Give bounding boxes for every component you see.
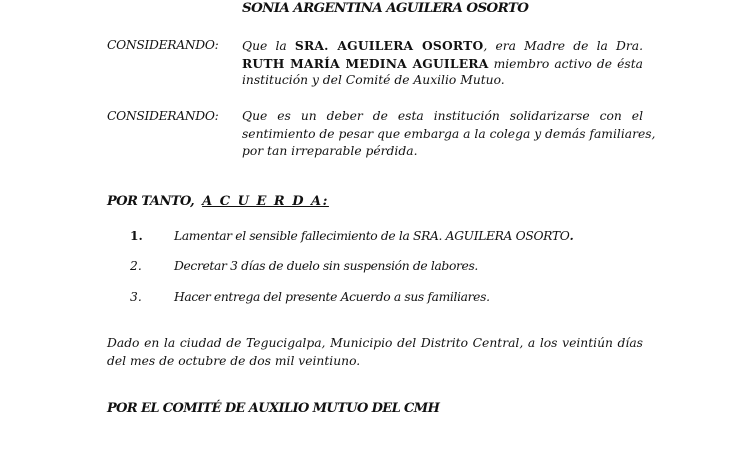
considerando-label-2: CONSIDERANDO: <box>107 109 219 123</box>
deceased-name-heading: SONIA ARGENTINA AGUILERA OSORTO <box>242 0 529 16</box>
considerando-2-line-1: Que es un deber de esta institución solidarizarse con el <box>242 109 643 123</box>
considerando-text-1 <box>242 37 643 90</box>
bold-name: RUTH MARÍA MEDINA AGUILERA <box>242 55 489 71</box>
considerando-1-line-1: Que la SRA. AGUILERA OSORTO, era Madre de la Dra. <box>242 38 643 53</box>
por-tanto-heading: POR TANTO, A C U E R D A: <box>107 194 329 209</box>
signature-heading: POR EL COMITÉ DE AUXILIO MUTUO DEL CMH <box>107 401 440 416</box>
date-place-paragraph <box>107 335 643 370</box>
bold-name: SRA. AGUILERA OSORTO <box>294 38 484 53</box>
date-place-line-1: Dado en la ciudad de Tegucigalpa, Municipio del Distrito Central, a los veintiún días <box>107 336 643 350</box>
considerando-1-line-3: institución y del Comité de Auxilio Mutuo. <box>242 73 505 88</box>
resolution-item-3: Hacer entrega del presente Acuerdo a sus familiares. <box>174 290 490 304</box>
considerando-1-line-2: RUTH MARÍA MEDINA AGUILERA miembro activo de ésta <box>242 55 643 71</box>
resolution-item-2: Decretar 3 días de duelo sin suspensión de labores. <box>174 259 478 273</box>
considerando-label-1: CONSIDERANDO: <box>107 38 219 52</box>
considerando-2-line-3: por tan irreparable pérdida. <box>242 144 418 159</box>
item-number-3: 3. <box>130 290 142 304</box>
considerando-text-2 <box>242 108 656 161</box>
item-number-1: 1. <box>130 228 143 243</box>
acuerda-heading: A C U E R D A: <box>202 194 329 209</box>
item-number-2: 2. <box>130 259 142 273</box>
considerando-2-line-2: sentimiento de pesar que embarga a la colega y demás familiares, <box>242 126 656 141</box>
resolution-item-1: Lamentar el sensible fallecimiento de la SRA. AGUILERA OSORTO. <box>174 228 574 243</box>
date-place-line-2: del mes de octubre de dos mil veintiuno. <box>107 353 361 368</box>
